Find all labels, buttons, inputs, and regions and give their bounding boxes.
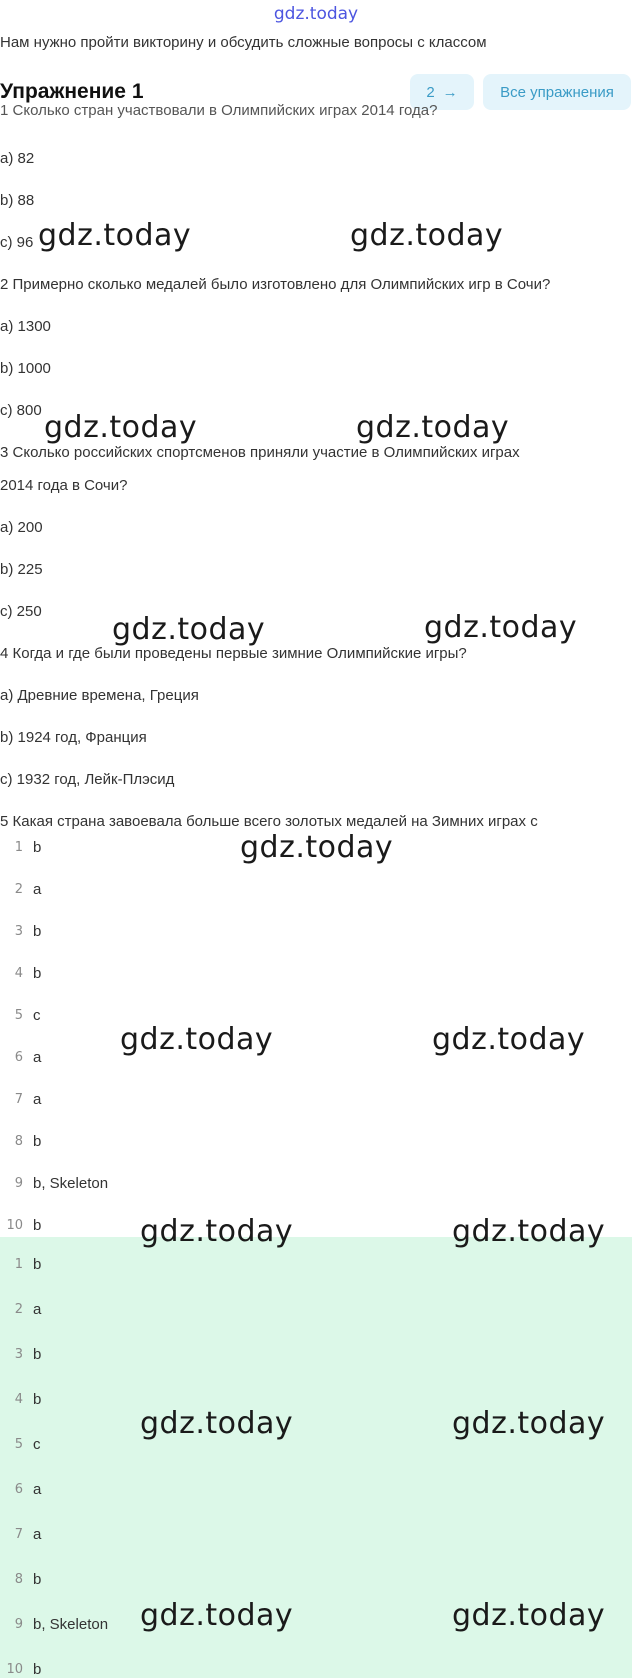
option-line: c) 1932 год, Лейк-Плэсид	[0, 771, 175, 788]
answer-number: 10	[6, 1661, 23, 1677]
next-exercise-label: 2	[426, 83, 435, 101]
option-line: b) 88	[0, 192, 35, 209]
question-line: 5 Какая страна завоевала больше всего золотых медалей на Зимних играх с	[0, 813, 538, 830]
answer-value: b, Skeleton	[33, 1174, 109, 1192]
answer-value: b	[33, 1390, 42, 1408]
answer-row	[0, 1089, 41, 1109]
answer-number: 6	[14, 1049, 23, 1065]
answer-number: 3	[14, 923, 23, 939]
answer-row	[0, 963, 41, 983]
exercise-intro: Нам нужно пройти викторину и обсудить сложные вопросы с классом	[0, 34, 487, 51]
answer-number: 5	[14, 1436, 23, 1452]
answer-row	[0, 1047, 41, 1067]
option-line: a) 1300	[0, 318, 51, 335]
answer-value: a	[33, 1048, 42, 1066]
answer-value: b	[33, 838, 42, 856]
answer-number: 5	[14, 1007, 23, 1023]
answer-row	[0, 1254, 41, 1274]
watermark: gdz.today	[120, 1022, 274, 1057]
answer-number: 9	[14, 1616, 23, 1632]
option-line: c) 800	[0, 402, 42, 419]
option-line: c) 96	[0, 234, 34, 251]
answer-number: 3	[14, 1346, 23, 1362]
watermark: gdz.today	[38, 218, 192, 253]
watermark: gdz.today	[140, 1214, 294, 1249]
watermark: gdz.today	[356, 410, 510, 445]
answer-value: b	[33, 964, 42, 982]
watermark: gdz.today	[350, 218, 504, 253]
watermark: gdz.today	[240, 830, 394, 865]
answer-row	[0, 1005, 41, 1025]
answer-value: b	[33, 922, 42, 940]
answer-number: 9	[14, 1175, 23, 1191]
option-line: a) 82	[0, 150, 35, 167]
answer-value: b	[33, 1132, 42, 1150]
question-line: 2 Примерно сколько медалей было изготовлено для Олимпийских игр в Сочи?	[0, 276, 551, 293]
option-line: c) 250	[0, 603, 42, 620]
watermark: gdz.today	[432, 1022, 586, 1057]
option-line: a) Древние времена, Греция	[0, 687, 199, 704]
page-title: Упражнение 1	[0, 80, 144, 103]
watermark: gdz.today	[452, 1598, 606, 1633]
answer-number: 1	[14, 839, 23, 855]
all-exercises-button[interactable]: Все упражнения	[483, 74, 631, 110]
watermark: gdz.today	[424, 610, 578, 645]
question-line: 2014 года в Сочи?	[0, 477, 128, 494]
question-line: 4 Когда и где были проведены первые зимние Олимпийские игры?	[0, 645, 467, 662]
answer-number: 4	[14, 965, 23, 981]
answer-value: b	[33, 1345, 42, 1363]
answer-row	[0, 1131, 41, 1151]
clipped-question-line	[0, 102, 632, 127]
answer-value: a	[33, 1480, 42, 1498]
answer-number: 2	[14, 1301, 23, 1317]
clipped-question-text: 1 Сколько стран участвовали в Олимпийских играх 2014 года?	[0, 102, 438, 119]
answer-number: 1	[14, 1256, 23, 1272]
answer-number: 8	[14, 1133, 23, 1149]
answer-number: 2	[14, 881, 23, 897]
answer-number: 6	[14, 1481, 23, 1497]
watermark: gdz.today	[112, 612, 266, 647]
option-line: b) 1000	[0, 360, 51, 377]
answer-row	[0, 1215, 41, 1235]
answer-number: 8	[14, 1571, 23, 1587]
answer-number: 7	[14, 1091, 23, 1107]
answer-value: b	[33, 1660, 42, 1678]
answer-row	[0, 1389, 41, 1409]
answer-row	[0, 921, 41, 941]
answer-row	[0, 879, 41, 899]
site-logo[interactable]: gdz.today	[273, 4, 359, 24]
answer-value: a	[33, 1525, 42, 1543]
answer-number: 4	[14, 1391, 23, 1407]
answer-row	[0, 1299, 41, 1319]
watermark: gdz.today	[44, 410, 198, 445]
answer-number: 10	[6, 1217, 23, 1233]
answer-value: c	[33, 1435, 41, 1453]
answer-panel	[0, 1237, 632, 1678]
answer-row	[0, 1344, 41, 1364]
answer-value: b	[33, 1216, 42, 1234]
option-line: b) 225	[0, 561, 43, 578]
answer-row	[0, 1659, 41, 1679]
question-line: 3 Сколько российских спортсменов приняли участие в Олимпийских играх	[0, 444, 520, 461]
answer-row	[0, 837, 41, 857]
answer-row	[0, 1479, 41, 1499]
answer-row	[0, 1434, 41, 1454]
option-line: b) 1924 год, Франция	[0, 729, 147, 746]
watermark: gdz.today	[452, 1406, 606, 1441]
watermark: gdz.today	[452, 1214, 606, 1249]
answer-value: a	[33, 1300, 42, 1318]
answer-value: b	[33, 1570, 42, 1588]
answer-value: a	[33, 1090, 42, 1108]
answer-number: 7	[14, 1526, 23, 1542]
answer-row	[0, 1524, 41, 1544]
arrow-right-icon: →	[442, 83, 458, 101]
answer-value: b, Skeleton	[33, 1615, 109, 1633]
answer-row	[0, 1173, 108, 1193]
answer-value: b	[33, 1255, 42, 1273]
option-line: a) 200	[0, 519, 43, 536]
answer-value: c	[33, 1006, 41, 1024]
answer-row	[0, 1614, 108, 1634]
watermark: gdz.today	[140, 1406, 294, 1441]
watermark: gdz.today	[140, 1598, 294, 1633]
answer-value: a	[33, 880, 42, 898]
answer-row	[0, 1569, 41, 1589]
